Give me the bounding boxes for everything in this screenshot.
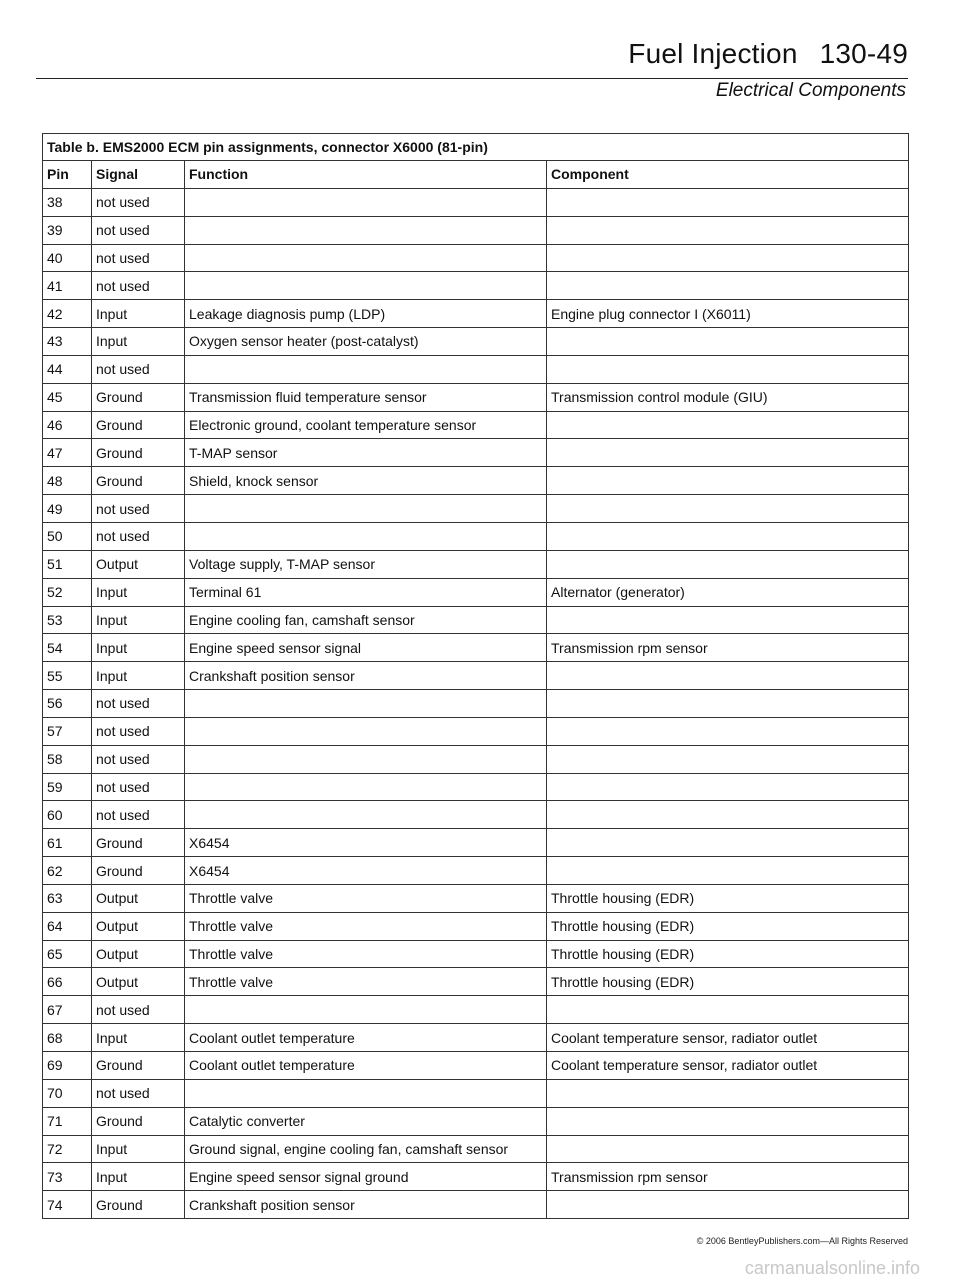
cell-function: Throttle valve [185,940,547,968]
cell-component: Transmission control module (GIU) [547,383,909,411]
cell-signal: Ground [92,383,185,411]
header-rule [36,78,908,79]
table-row [43,745,909,773]
copyright-footer: © 2006 BentleyPublishers.com—All Rights Reserved [696,1236,908,1246]
cell-component [547,717,909,745]
cell-pin: 43 [43,328,92,356]
cell-pin: 56 [43,690,92,718]
cell-pin: 70 [43,1079,92,1107]
cell-signal: Input [92,1135,185,1163]
cell-pin: 68 [43,1024,92,1052]
cell-component [547,467,909,495]
cell-function: Coolant outlet temperature [185,1052,547,1080]
cell-function: Leakage diagnosis pump (LDP) [185,300,547,328]
cell-pin: 54 [43,634,92,662]
cell-component [547,244,909,272]
table-row [43,328,909,356]
cell-signal: not used [92,745,185,773]
cell-signal: Ground [92,1052,185,1080]
cell-signal: not used [92,272,185,300]
cell-function: X6454 [185,829,547,857]
table-row [43,578,909,606]
cell-signal: Ground [92,1191,185,1219]
cell-signal: not used [92,1079,185,1107]
cell-component [547,690,909,718]
cell-signal: not used [92,801,185,829]
table-row [43,940,909,968]
cell-function [185,690,547,718]
table-row [43,1079,909,1107]
cell-function: Ground signal, engine cooling fan, camshaft sensor [185,1135,547,1163]
table-row [43,1024,909,1052]
cell-signal: Ground [92,467,185,495]
cell-function [185,355,547,383]
table-row [43,300,909,328]
cell-signal: Ground [92,439,185,467]
cell-component: Alternator (generator) [547,578,909,606]
cell-function: Throttle valve [185,884,547,912]
cell-pin: 67 [43,996,92,1024]
table-row [43,1107,909,1135]
cell-component [547,662,909,690]
cell-signal: Output [92,550,185,578]
table-row [43,912,909,940]
cell-signal: Output [92,884,185,912]
cell-pin: 71 [43,1107,92,1135]
table-row [43,216,909,244]
cell-function: Electronic ground, coolant temperature sensor [185,411,547,439]
section-title: Fuel Injection [628,38,798,69]
cell-signal: Output [92,968,185,996]
cell-signal: Output [92,912,185,940]
cell-pin: 45 [43,383,92,411]
pin-assignment-table-container [42,133,908,1219]
cell-signal: Input [92,300,185,328]
table-row [43,383,909,411]
table-row [43,1191,909,1219]
table-body [43,188,909,1218]
cell-function: Catalytic converter [185,1107,547,1135]
cell-component [547,801,909,829]
cell-pin: 65 [43,940,92,968]
cell-component [547,188,909,216]
cell-pin: 40 [43,244,92,272]
cell-component [547,606,909,634]
cell-function: Terminal 61 [185,578,547,606]
cell-function: X6454 [185,857,547,885]
table-header-row [43,161,909,189]
cell-signal: Input [92,1024,185,1052]
cell-pin: 48 [43,467,92,495]
cell-component [547,829,909,857]
cell-function: Engine cooling fan, camshaft sensor [185,606,547,634]
cell-pin: 50 [43,522,92,550]
cell-function [185,272,547,300]
cell-function [185,495,547,523]
cell-pin: 73 [43,1163,92,1191]
table-row [43,439,909,467]
cell-pin: 74 [43,1191,92,1219]
table-row [43,857,909,885]
table-row [43,662,909,690]
watermark: carmanualsonline.info [744,1258,920,1278]
cell-function: Transmission fluid temperature sensor [185,383,547,411]
table-row [43,355,909,383]
cell-component [547,522,909,550]
cell-function [185,216,547,244]
cell-component [547,745,909,773]
table-row [43,495,909,523]
cell-component: Coolant temperature sensor, radiator outlet [547,1024,909,1052]
table-row [43,1052,909,1080]
table-caption-row [43,134,909,161]
cell-signal: not used [92,495,185,523]
cell-signal: Input [92,1163,185,1191]
cell-pin: 63 [43,884,92,912]
cell-component [547,1107,909,1135]
cell-pin: 62 [43,857,92,885]
cell-pin: 47 [43,439,92,467]
cell-function [185,188,547,216]
cell-signal: not used [92,773,185,801]
cell-signal: Input [92,634,185,662]
table-row [43,968,909,996]
table-row [43,522,909,550]
table-row [43,550,909,578]
cell-function [185,996,547,1024]
cell-signal: not used [92,355,185,383]
cell-pin: 57 [43,717,92,745]
cell-component [547,1191,909,1219]
cell-function: Oxygen sensor heater (post-catalyst) [185,328,547,356]
cell-component: Throttle housing (EDR) [547,940,909,968]
cell-signal: not used [92,188,185,216]
cell-component: Throttle housing (EDR) [547,884,909,912]
cell-function: T-MAP sensor [185,439,547,467]
column-header-pin: Pin [43,161,92,189]
cell-pin: 39 [43,216,92,244]
cell-component: Engine plug connector I (X6011) [547,300,909,328]
cell-component [547,355,909,383]
cell-pin: 52 [43,578,92,606]
cell-function [185,801,547,829]
cell-pin: 60 [43,801,92,829]
cell-component: Transmission rpm sensor [547,1163,909,1191]
cell-component [547,550,909,578]
cell-component [547,216,909,244]
cell-function [185,717,547,745]
cell-component: Coolant temperature sensor, radiator outlet [547,1052,909,1080]
table-row [43,690,909,718]
cell-pin: 42 [43,300,92,328]
table-row [43,717,909,745]
table-row [43,244,909,272]
cell-function: Coolant outlet temperature [185,1024,547,1052]
cell-function [185,522,547,550]
cell-signal: not used [92,690,185,718]
table-row [43,634,909,662]
cell-pin: 41 [43,272,92,300]
table-row [43,773,909,801]
cell-function: Engine speed sensor signal ground [185,1163,547,1191]
table-row [43,1163,909,1191]
cell-component [547,773,909,801]
table-row [43,411,909,439]
cell-function: Throttle valve [185,968,547,996]
cell-function: Engine speed sensor signal [185,634,547,662]
cell-component: Throttle housing (EDR) [547,912,909,940]
cell-pin: 69 [43,1052,92,1080]
cell-function: Voltage supply, T-MAP sensor [185,550,547,578]
cell-pin: 44 [43,355,92,383]
cell-component [547,1135,909,1163]
cell-signal: Ground [92,829,185,857]
column-header-signal: Signal [92,161,185,189]
cell-signal: Ground [92,857,185,885]
column-header-component: Component [547,161,909,189]
cell-pin: 59 [43,773,92,801]
cell-function: Shield, knock sensor [185,467,547,495]
cell-pin: 66 [43,968,92,996]
cell-signal: Input [92,662,185,690]
cell-signal: Input [92,606,185,634]
cell-component [547,328,909,356]
cell-signal: Input [92,578,185,606]
table-row [43,801,909,829]
cell-function: Crankshaft position sensor [185,1191,547,1219]
page-header [628,38,908,70]
cell-signal: not used [92,996,185,1024]
cell-component [547,495,909,523]
cell-signal: Ground [92,1107,185,1135]
column-header-function: Function [185,161,547,189]
cell-function: Throttle valve [185,912,547,940]
cell-signal: not used [92,522,185,550]
table-row [43,829,909,857]
cell-pin: 58 [43,745,92,773]
cell-component [547,439,909,467]
cell-pin: 49 [43,495,92,523]
cell-function: Crankshaft position sensor [185,662,547,690]
cell-signal: not used [92,216,185,244]
table-row [43,188,909,216]
table-row [43,884,909,912]
cell-component [547,411,909,439]
cell-pin: 51 [43,550,92,578]
cell-pin: 64 [43,912,92,940]
cell-component [547,857,909,885]
cell-component [547,1079,909,1107]
table-row [43,1135,909,1163]
cell-pin: 61 [43,829,92,857]
cell-component: Transmission rpm sensor [547,634,909,662]
cell-pin: 72 [43,1135,92,1163]
table-caption: Table b. EMS2000 ECM pin assignments, connector X6000 (81-pin) [43,134,909,161]
cell-pin: 55 [43,662,92,690]
cell-function [185,1079,547,1107]
cell-pin: 53 [43,606,92,634]
cell-component [547,996,909,1024]
cell-function [185,745,547,773]
table-row [43,996,909,1024]
table-row [43,272,909,300]
cell-signal: not used [92,244,185,272]
cell-pin: 38 [43,188,92,216]
cell-signal: Input [92,328,185,356]
page-number: 130-49 [819,38,908,69]
cell-signal: Ground [92,411,185,439]
table-row [43,467,909,495]
cell-signal: not used [92,717,185,745]
cell-function [185,773,547,801]
table-row [43,606,909,634]
cell-signal: Output [92,940,185,968]
pin-assignment-table [42,133,909,1219]
cell-function [185,244,547,272]
cell-component: Throttle housing (EDR) [547,968,909,996]
section-subtitle: Electrical Components [715,80,906,101]
cell-pin: 46 [43,411,92,439]
cell-component [547,272,909,300]
